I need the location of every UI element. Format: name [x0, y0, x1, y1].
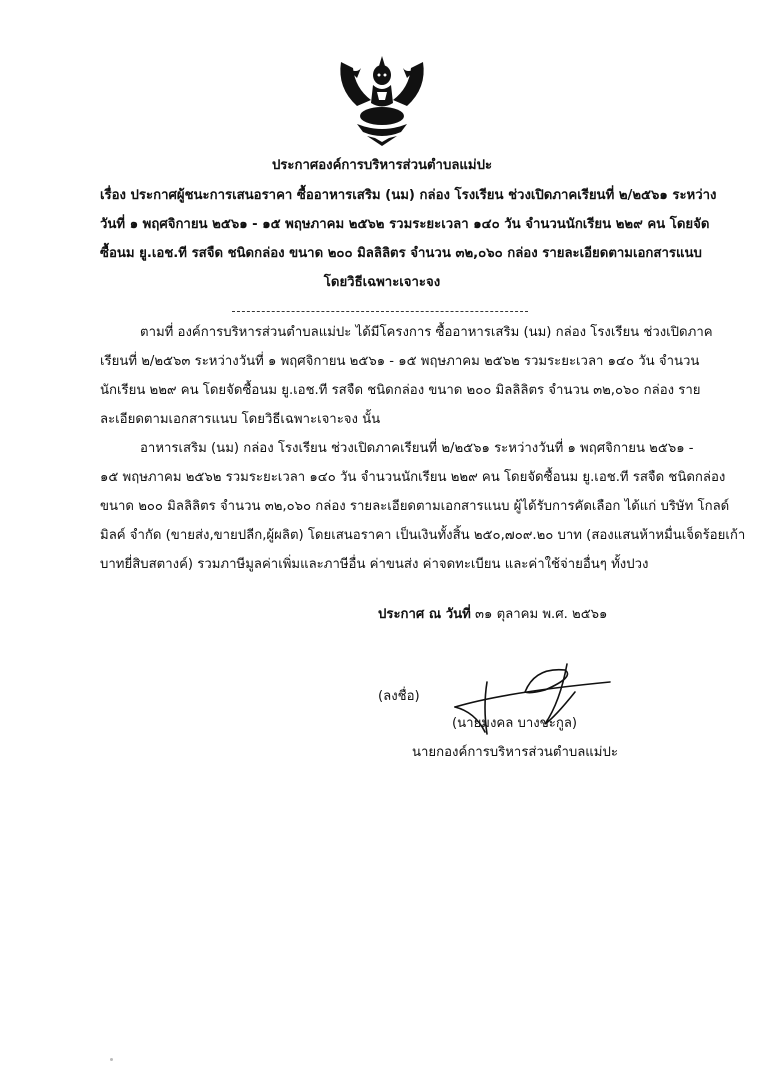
paragraph1-line-4: ละเอียดตามเอกสารแนบ โดยวิธีเฉพาะเจาะจง นั้น	[100, 412, 381, 427]
paragraph2-line-3: ขนาด ๒๐๐ มิลลิลิตร จำนวน ๓๒,๐๖๐ กล่อง รายละเอียดตามเอกสารแนบ ผู้ได้รับการคัดเลือก ได้แก่ บริษัท โกลด์	[100, 499, 730, 514]
dashed-divider	[232, 311, 528, 312]
paragraph1-line-2: เรียนที่ ๒/๒๕๖๓ ระหว่างวันที่ ๑ พฤศจิกายน ๒๕๖๑ - ๑๕ พฤษภาคม ๒๕๖๒ รวมระยะเวลา ๑๔๐ วัน จำนวน	[100, 354, 700, 369]
subject-line-1: เรื่อง ประกาศผู้ชนะการเสนอราคา ซื้ออาหารเสริม (นม) กล่อง โรงเรียน ช่วงเปิดภาคเรียนที่ ๒/๒๕๖๑ ระหว่าง	[100, 188, 717, 203]
garuda-emblem-icon	[327, 48, 437, 148]
sign-label: (ลงชื่อ)	[378, 689, 420, 704]
signer-position: นายกองค์การบริหารส่วนตำบลแม่ปะ	[412, 745, 618, 760]
paragraph1-line-3: นักเรียน ๒๒๙ คน โดยจัดซื้อนม ยู.เอช.ที รสจืด ชนิดกล่อง ขนาด ๒๐๐ มิลลิลิตร จำนวน ๓๒,๐๖๐ กล่อง ราย	[100, 383, 701, 398]
paragraph2-line-4: มิลค์ จำกัด (ขายส่ง,ขายปลีก,ผู้ผลิต) โดยเสนอราคา เป็นเงินทั้งสิ้น ๒๕๐,๗๐๙.๒๐ บาท (สองแสนห้าหมื่นเจ็ดร้อยเก้า	[100, 528, 746, 543]
paragraph2-line-2: ๑๕ พฤษภาคม ๒๕๖๒ รวมระยะเวลา ๑๔๐ วัน จำนวนนักเรียน ๒๒๙ คน โดยจัดซื้อนม ยู.เอช.ที รสจืด ชนิดกล่อง	[100, 470, 726, 485]
subject-line-3: ซื้อนม ยู.เอช.ที รสจืด ชนิดกล่อง ขนาด ๒๐๐ มิลลิลิตร จำนวน ๓๒,๐๖๐ กล่อง รายละเอียดตามเอกสารแนบ	[100, 246, 702, 261]
announcement-date	[378, 606, 607, 624]
subject-line-2: วันที่ ๑ พฤศจิกายน ๒๕๖๑ - ๑๕ พฤษภาคม ๒๕๖๒ รวมระยะเวลา ๑๔๐ วัน จำนวนนักเรียน ๒๒๙ คน โดยจัด	[100, 217, 710, 232]
paragraph2-line-5: บาทยี่สิบสตางค์) รวมภาษีมูลค่าเพิ่มและภาษีอื่น ค่าขนส่ง ค่าจดทะเบียน และค่าใช้จ่ายอื่นๆ ทั้งปวง	[100, 557, 649, 572]
paragraph1-line-1: ตามที่ องค์การบริหารส่วนตำบลแม่ปะ ได้มีโครงการ ซื้ออาหารเสริม (นม) กล่อง โรงเรียน ช่วงเปิดภาค	[140, 325, 713, 340]
signer-name: (นายมงคล บางขะกูล)	[452, 716, 578, 731]
date-label: ประกาศ ณ วันที่	[378, 607, 471, 622]
date-value: ๓๑ ตุลาคม พ.ศ. ๒๕๖๑	[475, 607, 608, 622]
subject-line-4: โดยวิธีเฉพาะเจาะจง	[323, 275, 441, 290]
scan-speck	[110, 1058, 113, 1061]
org-title: ประกาศองค์การบริหารส่วนตำบลแม่ปะ	[271, 158, 493, 173]
paragraph2-line-1: อาหารเสริม (นม) กล่อง โรงเรียน ช่วงเปิดภาคเรียนที่ ๒/๒๕๖๑ ระหว่างวันที่ ๑ พฤศจิกายน ๒๕๖๑ -	[140, 441, 694, 456]
